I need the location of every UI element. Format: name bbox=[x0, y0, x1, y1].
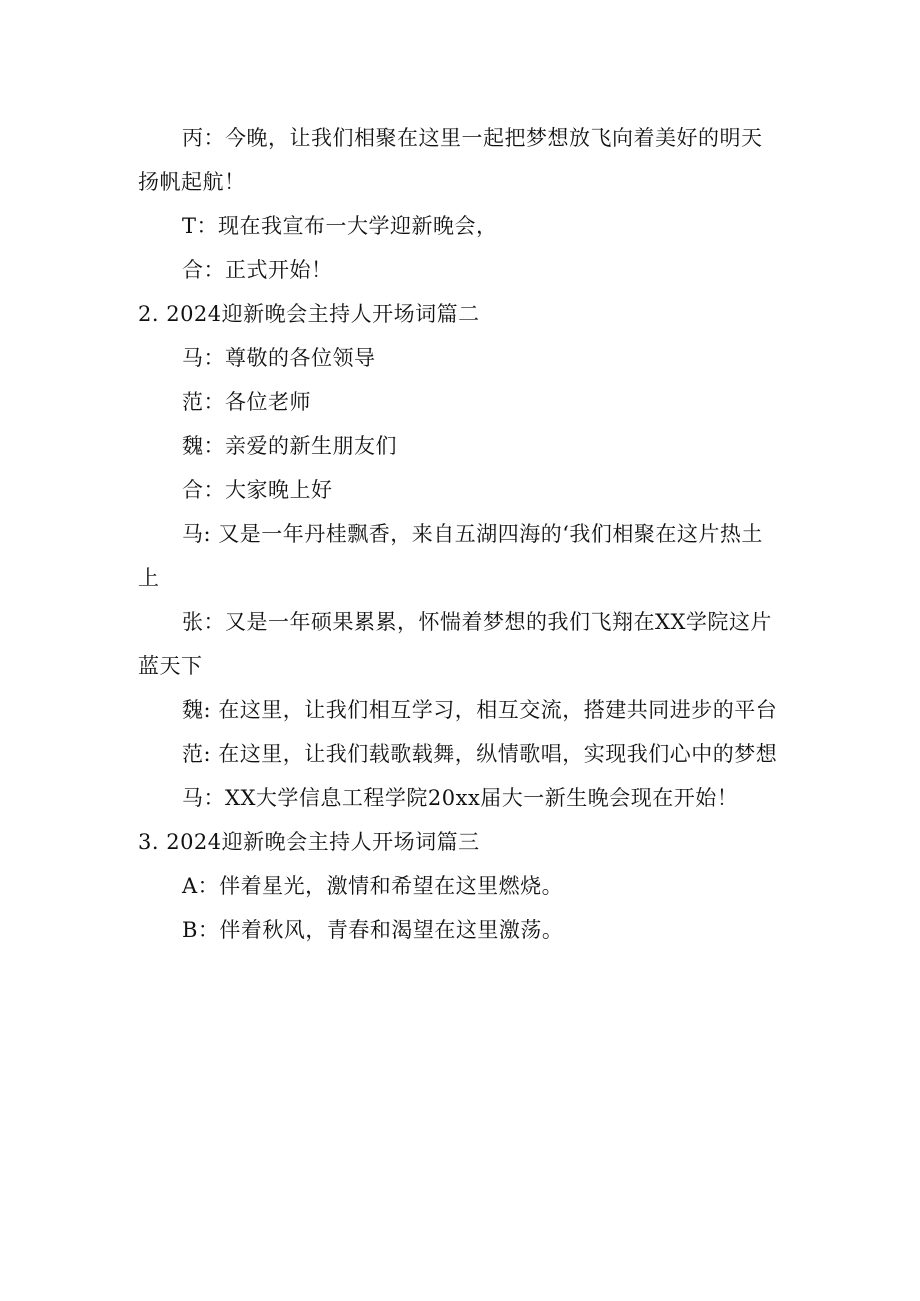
paragraph-line: B：伴着秋风，青春和渴望在这里激荡。 bbox=[182, 918, 564, 942]
paragraph-line: 马：尊敬的各位领导 bbox=[182, 346, 376, 370]
paragraph-line: 蓝天下 bbox=[138, 654, 203, 678]
paragraph-line: 合：正式开始！ bbox=[182, 258, 333, 282]
paragraph-line: 魏：亲爱的新生朋友们 bbox=[182, 434, 397, 458]
paragraph-line: 马: 又是一年丹桂飘香，来自五湖四海的‘我们相聚在这片热土 bbox=[182, 522, 763, 546]
section-heading: 2. 2024迎新晚会主持人开场词篇二 bbox=[138, 302, 480, 326]
paragraph-line: 范: 在这里，让我们载歌载舞，纵情歌唱，实现我们心中的梦想 bbox=[182, 742, 778, 766]
paragraph-line: T：现在我宣布一大学迎新晚会， bbox=[182, 214, 498, 238]
paragraph-line: 范：各位老师 bbox=[182, 390, 311, 414]
paragraph-line: 丙：今晚，让我们相聚在这里一起把梦想放飞向着美好的明天 bbox=[182, 126, 763, 150]
paragraph-line: 张：又是一年硕果累累，怀惴着梦想的我们飞翔在XX学院这片 bbox=[182, 610, 772, 634]
paragraph-line: 合：大家晚上好 bbox=[182, 478, 333, 502]
section-heading: 3. 2024迎新晚会主持人开场词篇三 bbox=[138, 830, 480, 854]
paragraph-line: 马：XX大学信息工程学院20xx届大一新生晚会现在开始！ bbox=[182, 786, 739, 810]
paragraph-line: 魏: 在这里，让我们相互学习，相互交流，搭建共同进步的平台 bbox=[182, 698, 778, 722]
paragraph-line: A：伴着星光，激情和希望在这里燃烧。 bbox=[182, 874, 564, 898]
paragraph-line: 上 bbox=[138, 566, 160, 590]
paragraph-line: 扬帆起航！ bbox=[138, 170, 246, 194]
